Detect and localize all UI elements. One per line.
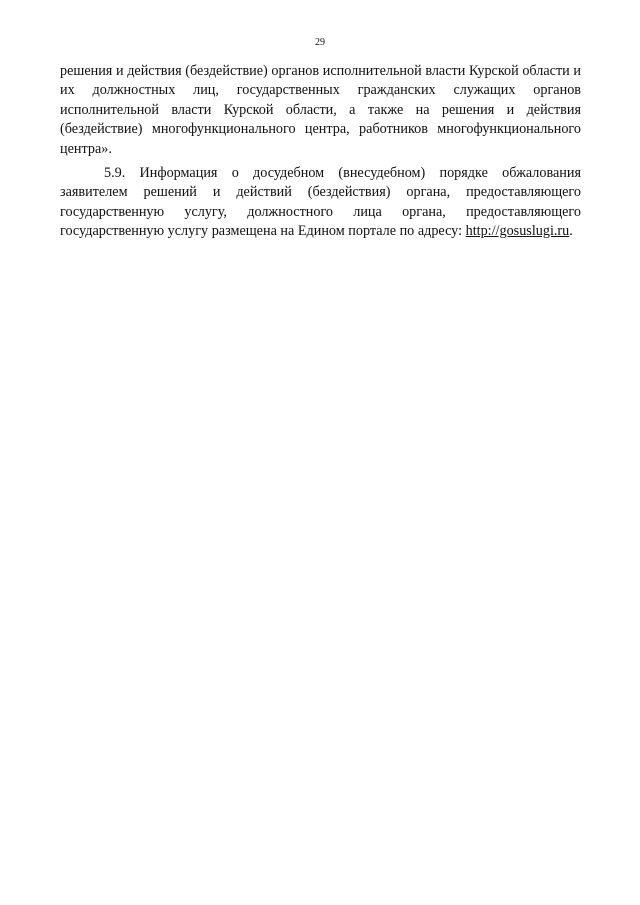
paragraph-text: решения и действия (бездействие) органов исполнительной власти Курской области и их должностных лиц, государственных гражданских служащих органов исполнительной власти Курской области, а также на решения и действия (бездействие) многофункционального центра, работников многофункционального центра». (60, 63, 581, 157)
paragraph-text (60, 164, 581, 242)
paragraph-end-punctuation: . (569, 223, 573, 240)
portal-link[interactable]: http://gosuslugi.ru (465, 223, 570, 240)
paragraph-continuation (60, 62, 581, 159)
paragraph-5-9 (60, 164, 581, 242)
paragraph-body: 5.9. Информация о досудебном (внесудебном) порядке обжалования заявителем решений и действий (бездействия) органа, предоставляющего государственную услугу, должностного лица органа, предоставляющего государственную услугу размещена на Едином портале по адресу: (60, 165, 581, 240)
page-number: 29 (315, 37, 325, 48)
